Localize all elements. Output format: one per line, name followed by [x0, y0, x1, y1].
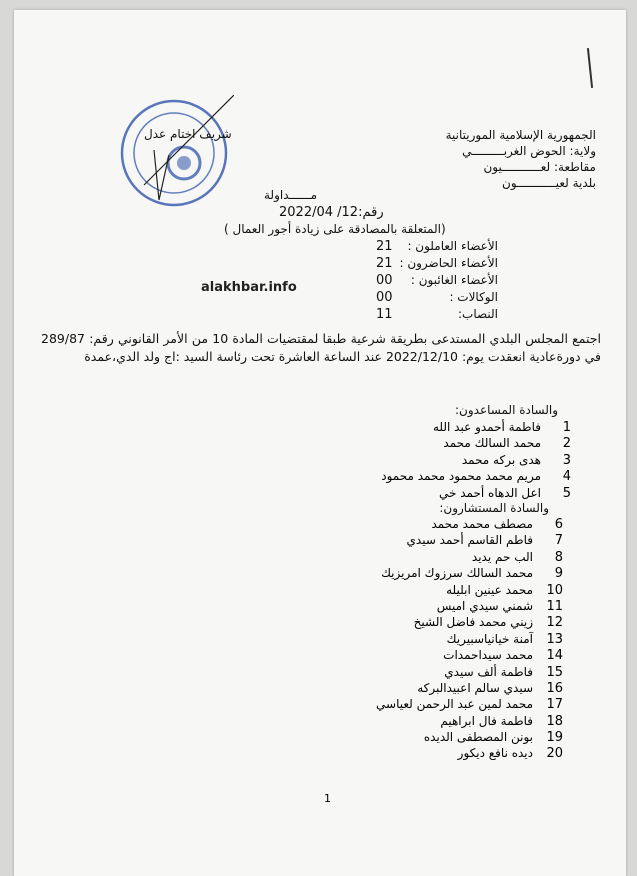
watermark: alakhbar.info — [201, 280, 297, 295]
list-item: 15 فاطمة ألف سيدي — [444, 664, 563, 680]
list-item: 20 ديده نافع ديكور — [457, 746, 563, 762]
list-item: 14 محمد سيداحمدات — [443, 648, 563, 664]
doc-title: مــــــداولة — [264, 188, 318, 202]
assistants-heading: والسادة المساعدون: — [455, 403, 558, 417]
assistants-list — [351, 420, 571, 502]
attendance-value: 21 — [376, 256, 393, 271]
list-item: 9 محمد السالك سرزوك امريزيك — [381, 566, 563, 582]
meeting-paragraph: اجتمع المجلس البلدي المستدعى بطريقة شرعية طبقا لمقتضيات المادة 10 من الأمر القانوني رقم: 289/87 في دورةعادية انعقدت يوم: 2022/12/10 عند الساعة العاشرة تحت رئاسة السيد :اج ولد الدي،عمدة — [41, 331, 602, 364]
list-item: 10 محمد عينين ابليله — [446, 582, 563, 598]
attendance-label: الأعضاء الغائبون : — [410, 273, 498, 287]
margin-mark — [587, 48, 593, 88]
attendance-label: النصاب: — [457, 307, 498, 321]
councillors-heading: والسادة المستشارون: — [439, 501, 549, 515]
list-item: 4 مريم محمد محمود محمد محمود — [381, 469, 571, 485]
attendance-label: الأعضاء العاملون : — [407, 239, 498, 253]
doc-subject: (المتعلقة بالمصادقة على زيادة أجور العمال ) — [224, 222, 446, 236]
attendance-value: 21 — [376, 239, 393, 254]
attendance-value: 11 — [376, 307, 393, 322]
list-item: 8 الب حم يديد — [471, 549, 563, 565]
list-item: 13 آمنة خيانياسبيريك — [446, 631, 563, 647]
list-item: 3 هدى بركه محمد — [461, 452, 571, 468]
header-moughataa: مقاطعة: لعـــــــــــيون — [483, 160, 596, 174]
list-item: 1 فاطمة أحمدو عبد الله — [432, 420, 571, 435]
list-item: 17 محمد لمين عبد الرحمن لعياسي — [376, 697, 563, 713]
attendance-value: 00 — [376, 273, 393, 288]
header-republic: الجمهورية الإسلامية الموريتانية — [445, 128, 596, 142]
list-item: 7 فاطم القاسم أحمد سيدي — [406, 533, 563, 549]
signature-text: شريف اختام عدل — [144, 127, 232, 141]
list-item: 18 فاطمة فال ابراهيم — [440, 713, 563, 729]
attendance-label: الوكالات : — [449, 290, 498, 304]
page-number: 1 — [324, 792, 331, 805]
attendance-label: الأعضاء الحاضرون : — [399, 256, 498, 270]
list-item: 11 شمني سيدي اميس — [436, 598, 563, 614]
official-stamp — [114, 95, 234, 215]
header-commune: بلدية لعيـــــــــــون — [502, 176, 596, 190]
list-item: 5 اعل الدهاه أحمد خي — [439, 485, 571, 501]
list-item: 6 مصطف محمد محمد — [431, 517, 563, 532]
list-item: 19 بونن المصطفى الديده — [423, 730, 563, 746]
document-page — [14, 10, 626, 876]
list-item: 2 محمد السالك محمد — [443, 436, 571, 452]
councillors-list — [313, 517, 563, 763]
attendance-value: 00 — [376, 290, 393, 305]
list-item: 16 سيدي سالم اعبيدالبركه — [417, 680, 563, 696]
doc-number: رقم:12/ 2022/04 — [279, 205, 384, 220]
list-item: 12 زيني محمد فاضل الشيخ — [413, 615, 563, 631]
header-wilaya: ولاية: الحوض الغربـــــــــي — [462, 144, 596, 158]
